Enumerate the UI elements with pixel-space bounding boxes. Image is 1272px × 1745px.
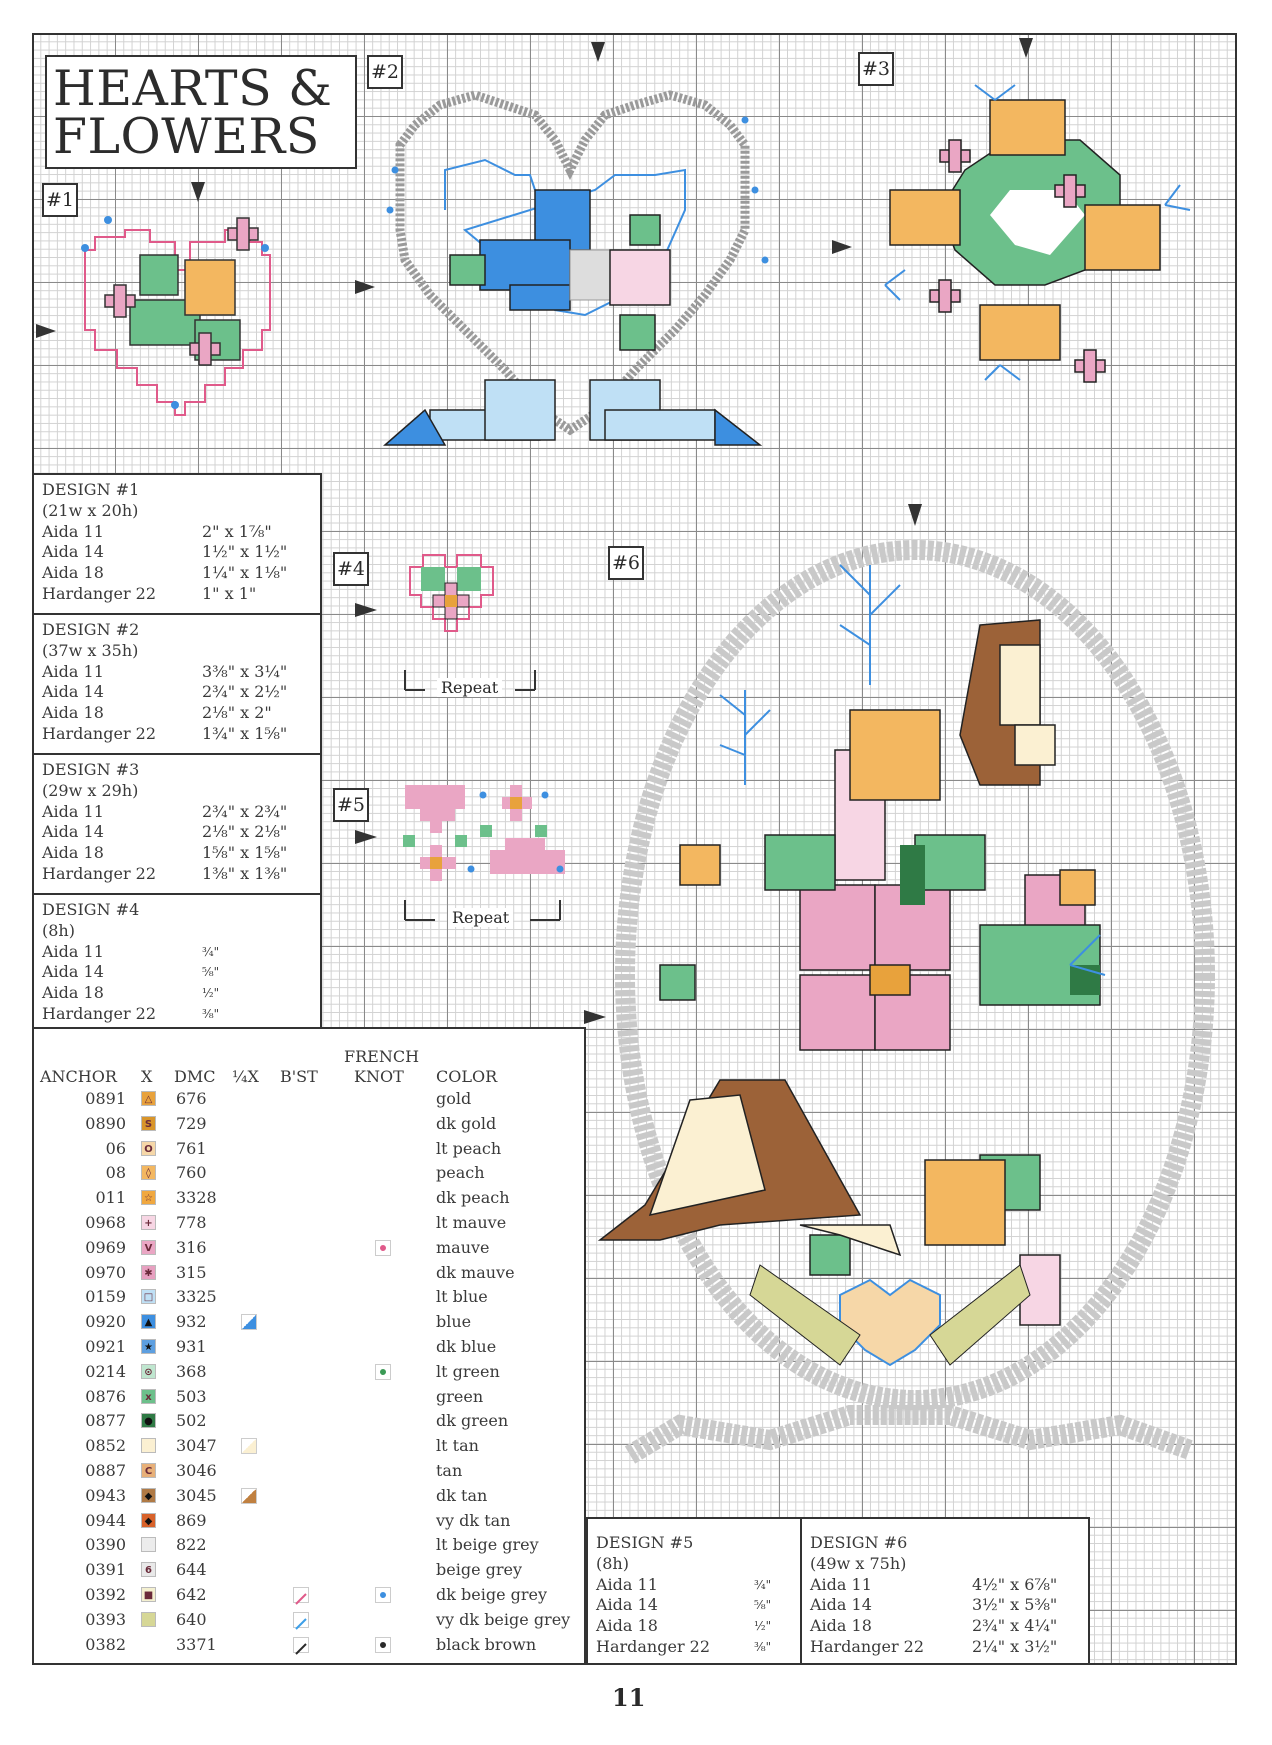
size-row xyxy=(42,822,312,843)
stitch-symbol-swatch: ◆ xyxy=(141,1488,156,1503)
legend-row xyxy=(34,1433,584,1458)
stitch-symbol-swatch: ■ xyxy=(141,1587,156,1602)
color-name: dk gold xyxy=(436,1113,497,1133)
anchor-number: 0382 xyxy=(85,1634,126,1654)
stitch-symbol-swatch: ★ xyxy=(141,1339,156,1354)
stitch-symbol-swatch: x xyxy=(141,1389,156,1404)
anchor-number: 0159 xyxy=(85,1287,126,1307)
finished-size: 2" x 1⅞" xyxy=(202,521,272,541)
legend-row xyxy=(34,1483,584,1508)
stitch-symbol-swatch: ◆ xyxy=(141,1513,156,1528)
color-name: dk green xyxy=(436,1411,509,1431)
color-name: lt peach xyxy=(436,1138,502,1158)
dmc-number: 760 xyxy=(176,1163,207,1183)
size-row xyxy=(42,682,312,703)
size-row xyxy=(596,1575,792,1596)
color-key-legend xyxy=(32,1027,586,1665)
header-knot: KNOT xyxy=(354,1067,404,1086)
size-row xyxy=(42,522,312,543)
title-line-2: FLOWERS xyxy=(53,108,320,165)
anchor-number: 011 xyxy=(95,1188,126,1208)
size-row xyxy=(810,1616,1080,1637)
fabric: Aida 14 xyxy=(42,542,104,562)
color-name: lt beige grey xyxy=(436,1535,539,1555)
design-2-label: #2 xyxy=(367,55,403,89)
dmc-number: 822 xyxy=(176,1535,207,1555)
finished-size: 2⅛" x 2" xyxy=(202,703,272,723)
finished-size: 2¾" x 4¼" xyxy=(972,1616,1058,1636)
dmc-number: 932 xyxy=(176,1312,207,1332)
color-name: mauve xyxy=(436,1237,490,1257)
title-line-1: HEARTS & xyxy=(53,60,333,117)
fabric: Hardanger 22 xyxy=(42,863,157,883)
size-row xyxy=(42,942,312,963)
stitch-symbol-swatch xyxy=(141,1612,156,1627)
fabric: Aida 11 xyxy=(42,941,104,961)
finished-size: 2⅛" x 2⅛" xyxy=(202,822,288,842)
design-5-label: #5 xyxy=(333,788,369,822)
anchor-number: 0944 xyxy=(85,1510,126,1530)
anchor-number: 0968 xyxy=(85,1213,126,1232)
dmc-number: 676 xyxy=(176,1089,207,1108)
size-row xyxy=(810,1595,1080,1616)
legend-row xyxy=(34,1260,584,1285)
finished-size: 3⅜" x 3¼" xyxy=(202,661,288,681)
dmc-number: 3328 xyxy=(176,1188,217,1208)
anchor-number: 0921 xyxy=(85,1337,126,1356)
stitch-symbol-swatch: ● xyxy=(141,1413,156,1428)
legend-row xyxy=(34,1508,584,1533)
dmc-number: 640 xyxy=(176,1609,207,1629)
design-2-info xyxy=(32,613,322,755)
legend-row xyxy=(34,1532,584,1557)
design-6-label: #6 xyxy=(608,546,644,580)
stitch-symbol-swatch xyxy=(141,1438,156,1453)
dmc-number: 644 xyxy=(176,1560,207,1580)
design-2-chart xyxy=(385,80,835,500)
finished-size: 1½" x 1½" xyxy=(202,542,288,562)
design-1-label: #1 xyxy=(42,183,78,217)
design-heading: DESIGN #3 xyxy=(42,760,140,779)
design-heading: DESIGN #2 xyxy=(42,620,140,639)
dmc-number: 3045 xyxy=(176,1485,217,1505)
fabric: Aida 18 xyxy=(810,1616,872,1636)
fabric: Aida 11 xyxy=(810,1574,872,1594)
anchor-number: 0391 xyxy=(85,1560,126,1580)
size-row xyxy=(42,864,312,885)
fabric: Aida 18 xyxy=(596,1616,658,1636)
finished-size: 2¼" x 3½" xyxy=(972,1636,1058,1656)
design-4-chart xyxy=(405,555,525,665)
french-knot-dot-icon xyxy=(375,1637,391,1653)
size-row xyxy=(42,703,312,724)
design-stitch-count: (8h) xyxy=(596,1553,629,1573)
size-row xyxy=(42,584,312,605)
color-name: black brown xyxy=(436,1634,537,1654)
design-4-info xyxy=(32,893,322,1029)
header-x: X xyxy=(141,1067,153,1086)
design-stitch-count: (37w x 35h) xyxy=(42,640,139,660)
legend-row xyxy=(34,1384,584,1409)
color-name: vy dk beige grey xyxy=(436,1609,571,1629)
legend-row xyxy=(34,1557,584,1582)
anchor-number: 0392 xyxy=(85,1585,126,1604)
design-1-chart xyxy=(75,210,325,460)
stitch-symbol-swatch: ✱ xyxy=(141,1265,156,1280)
size-row xyxy=(42,843,312,864)
stitch-symbol-swatch: 6 xyxy=(141,1562,156,1577)
finished-size: 1⅜" x 1⅜" xyxy=(202,863,288,883)
design-6-chart xyxy=(600,535,1220,1495)
dmc-number: 315 xyxy=(176,1262,207,1282)
color-name: dk peach xyxy=(436,1188,510,1208)
design-heading: DESIGN #5 xyxy=(596,1533,694,1552)
color-name: gold xyxy=(436,1089,472,1108)
design-stitch-count: (21w x 20h) xyxy=(42,500,139,520)
fabric: Aida 11 xyxy=(596,1574,658,1594)
dmc-number: 931 xyxy=(176,1337,207,1356)
color-name: tan xyxy=(436,1461,463,1480)
finished-size: ½" xyxy=(754,1619,772,1634)
design-heading: DESIGN #1 xyxy=(42,480,140,499)
size-row xyxy=(596,1595,792,1616)
color-name: dk beige grey xyxy=(436,1585,548,1604)
anchor-number: 0393 xyxy=(85,1609,126,1629)
color-name: lt tan xyxy=(436,1436,479,1456)
size-row xyxy=(810,1637,1080,1658)
fabric: Aida 18 xyxy=(42,843,104,863)
anchor-number: 0887 xyxy=(85,1461,126,1480)
anchor-number: 0390 xyxy=(85,1535,126,1555)
design-3-chart xyxy=(875,75,1205,405)
stitch-symbol-swatch: C xyxy=(141,1463,156,1478)
design-heading: DESIGN #4 xyxy=(42,900,140,919)
dmc-number: 3371 xyxy=(176,1634,217,1654)
size-row xyxy=(42,563,312,584)
dmc-number: 368 xyxy=(176,1361,207,1381)
design-3-label: #3 xyxy=(858,52,894,86)
size-row xyxy=(42,962,312,983)
legend-row xyxy=(34,1136,584,1161)
legend-row xyxy=(34,1458,584,1483)
design-5-chart xyxy=(405,785,565,885)
dmc-number: 761 xyxy=(176,1138,207,1158)
dmc-number: 778 xyxy=(176,1213,207,1232)
anchor-number: 08 xyxy=(105,1163,126,1183)
repeat-label-5: Repeat xyxy=(448,908,513,927)
finished-size: ¾" xyxy=(754,1577,772,1592)
finished-size: ⅝" xyxy=(754,1598,772,1613)
color-name: lt mauve xyxy=(436,1213,507,1232)
size-row xyxy=(810,1575,1080,1596)
legend-row xyxy=(34,1235,584,1260)
stitch-symbol-swatch: ◊ xyxy=(141,1165,156,1180)
dmc-number: 3047 xyxy=(176,1436,217,1456)
size-row xyxy=(596,1637,792,1658)
color-name: dk blue xyxy=(436,1337,497,1356)
size-row xyxy=(42,724,312,745)
fabric: Aida 11 xyxy=(42,521,104,541)
finished-size: 1⅝" x 1⅝" xyxy=(202,843,288,863)
anchor-number: 0214 xyxy=(85,1361,126,1381)
anchor-number: 0920 xyxy=(85,1312,126,1332)
legend-row xyxy=(34,1185,584,1210)
legend-row xyxy=(34,1334,584,1359)
finished-size: 2¾" x 2¾" xyxy=(202,801,288,821)
legend-row xyxy=(34,1160,584,1185)
dmc-number: 503 xyxy=(176,1386,207,1406)
fabric: Aida 14 xyxy=(42,682,104,702)
design-1-info xyxy=(32,473,322,615)
fabric: Hardanger 22 xyxy=(810,1636,925,1656)
anchor-number: 0943 xyxy=(85,1485,126,1505)
legend-row xyxy=(34,1359,584,1384)
size-row xyxy=(42,542,312,563)
dmc-number: 316 xyxy=(176,1237,207,1257)
stitch-symbol-swatch: ⊙ xyxy=(141,1364,156,1379)
quarter-stitch-swatch xyxy=(241,1488,257,1504)
finished-size: ⅝" xyxy=(202,965,220,980)
finished-size: ¾" xyxy=(202,944,220,959)
finished-size: 1¾" x 1⅝" xyxy=(202,723,288,743)
size-row xyxy=(42,1004,312,1025)
header-dmc: DMC xyxy=(174,1067,216,1086)
fabric: Aida 14 xyxy=(596,1595,658,1615)
anchor-number: 0890 xyxy=(85,1113,126,1133)
size-row xyxy=(42,983,312,1004)
size-row xyxy=(42,802,312,823)
quarter-stitch-swatch xyxy=(241,1438,257,1454)
stitch-symbol-swatch: ☆ xyxy=(141,1190,156,1205)
anchor-number: 0877 xyxy=(85,1411,126,1431)
fabric: Hardanger 22 xyxy=(42,583,157,603)
fabric: Aida 18 xyxy=(42,563,104,583)
legend-row xyxy=(34,1632,584,1657)
design-5-info xyxy=(586,1517,802,1665)
header-french: FRENCH xyxy=(344,1047,420,1066)
stitch-symbol-swatch: ▲ xyxy=(141,1314,156,1329)
backstitch-line-icon xyxy=(293,1637,309,1653)
backstitch-line-icon xyxy=(293,1587,309,1603)
color-name: lt green xyxy=(436,1361,500,1381)
fabric: Hardanger 22 xyxy=(596,1636,711,1656)
legend-row xyxy=(34,1086,584,1111)
legend-row xyxy=(34,1607,584,1632)
design-stitch-count: (49w x 75h) xyxy=(810,1553,907,1573)
legend-row xyxy=(34,1309,584,1334)
color-name: blue xyxy=(436,1312,472,1332)
dmc-number: 729 xyxy=(176,1113,207,1133)
fabric: Aida 11 xyxy=(42,661,104,681)
anchor-number: 06 xyxy=(105,1138,126,1158)
anchor-number: 0852 xyxy=(85,1436,126,1456)
french-knot-dot-icon xyxy=(375,1587,391,1603)
fabric: Hardanger 22 xyxy=(42,723,157,743)
fabric: Aida 18 xyxy=(42,983,104,1003)
legend-row xyxy=(34,1284,584,1309)
color-name: green xyxy=(436,1386,484,1406)
color-name: dk mauve xyxy=(436,1262,515,1282)
finished-size: ⅜" xyxy=(202,1006,220,1021)
repeat-label-4: Repeat xyxy=(437,678,502,697)
header-color: COLOR xyxy=(436,1067,498,1086)
finished-size: ⅜" xyxy=(754,1639,772,1654)
fabric: Aida 14 xyxy=(42,822,104,842)
anchor-number: 0969 xyxy=(85,1237,126,1257)
design-stitch-count: (29w x 29h) xyxy=(42,780,139,800)
finished-size: 3½" x 5⅜" xyxy=(972,1595,1058,1615)
legend-header xyxy=(34,1044,584,1086)
french-knot-dot-icon xyxy=(375,1364,391,1380)
design-6-info xyxy=(800,1517,1090,1665)
design-4-label: #4 xyxy=(333,552,369,586)
finished-size: ½" xyxy=(202,986,220,1001)
finished-size: 1" x 1" xyxy=(202,583,257,603)
header-anchor: ANCHOR xyxy=(40,1067,117,1086)
size-row xyxy=(596,1616,792,1637)
stitch-symbol-swatch: O xyxy=(141,1141,156,1156)
header-quarter-x: ¼X xyxy=(232,1067,259,1086)
fabric: Aida 14 xyxy=(42,962,104,982)
dmc-number: 642 xyxy=(176,1585,207,1604)
legend-row xyxy=(34,1111,584,1136)
finished-size: 2¾" x 2½" xyxy=(202,682,288,702)
color-name: beige grey xyxy=(436,1560,523,1580)
dmc-number: 3325 xyxy=(176,1287,217,1307)
color-name: dk tan xyxy=(436,1485,488,1505)
anchor-number: 0876 xyxy=(85,1386,126,1406)
finished-size: 1¼" x 1⅛" xyxy=(202,563,288,583)
header-backstitch: B'ST xyxy=(280,1067,318,1086)
stitch-symbol-swatch: V xyxy=(141,1240,156,1255)
legend-row xyxy=(34,1210,584,1235)
anchor-number: 0891 xyxy=(85,1089,126,1108)
finished-size: 4½" x 6⅞" xyxy=(972,1574,1058,1594)
design-3-info xyxy=(32,753,322,895)
stitch-symbol-swatch: + xyxy=(141,1215,156,1230)
quarter-stitch-swatch xyxy=(241,1314,257,1330)
fabric: Aida 14 xyxy=(810,1595,872,1615)
stitch-symbol-swatch: □ xyxy=(141,1289,156,1304)
stitch-symbol-swatch: △ xyxy=(141,1091,156,1106)
dmc-number: 3046 xyxy=(176,1461,217,1480)
color-name: peach xyxy=(436,1163,485,1183)
backstitch-line-icon xyxy=(293,1612,309,1628)
color-name: vy dk tan xyxy=(436,1510,511,1530)
size-row xyxy=(42,662,312,683)
french-knot-dot-icon xyxy=(375,1240,391,1256)
fabric: Aida 11 xyxy=(42,801,104,821)
anchor-number: 0970 xyxy=(85,1262,126,1282)
dmc-number: 869 xyxy=(176,1510,207,1530)
design-heading: DESIGN #6 xyxy=(810,1533,908,1552)
page-number: 11 xyxy=(612,1683,646,1712)
color-name: lt blue xyxy=(436,1287,488,1307)
design-stitch-count: (8h) xyxy=(42,920,75,940)
legend-row xyxy=(34,1408,584,1433)
dmc-number: 502 xyxy=(176,1411,207,1431)
stitch-symbol-swatch xyxy=(141,1537,156,1552)
stitch-symbol-swatch: S xyxy=(141,1116,156,1131)
fabric: Hardanger 22 xyxy=(42,1003,157,1023)
fabric: Aida 18 xyxy=(42,703,104,723)
legend-row xyxy=(34,1582,584,1607)
